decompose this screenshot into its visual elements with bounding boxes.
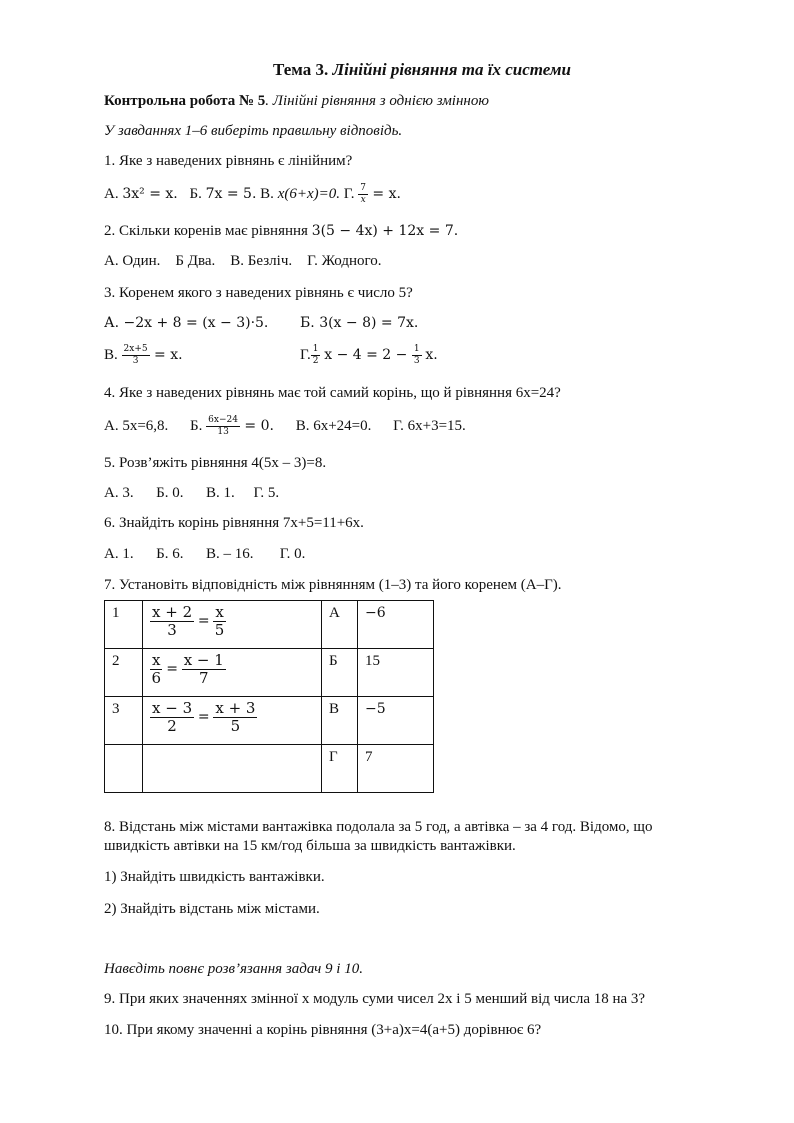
question-4: 4. Яке з наведених рівнянь має той самий корінь, що й рівняння 6x=24? <box>104 385 561 401</box>
question-8-part-2: 2) Знайдіть відстань між містами. <box>104 901 320 917</box>
table-row: 1 $\frac{x + 2}{3}$ = $\frac{x}{5}$ А −6 <box>105 601 434 649</box>
question-7: 7. Установіть відповідність між рівнянням (1–3) та його коренем (А–Г). <box>104 577 562 593</box>
fraction: $\frac{1}{3}$ <box>413 344 420 366</box>
question-8-line-2: швидкість автівки на 15 км/год більша за швидкість вантажівки. <box>104 838 516 854</box>
question-4-options: А. 5x=6,8. Б. $\frac{6x-24}{13}$ = 0. В. 6x+24=0. Г. 6x+3=15. <box>104 415 466 437</box>
question-3-option-b: Б. 3(x − 8) = 7x. <box>300 315 419 331</box>
table-row: 2 $\frac{x}{6}$ = $\frac{x - 1}{7}$ Б 15 <box>105 649 434 697</box>
question-8-line-1: 8. Відстань між містами вантажівка подолала за 5 год, а автівка – за 4 год. Відомо, що <box>104 819 653 835</box>
fraction: $\frac{2x+5}{3}$ <box>123 344 148 366</box>
instructions: У завданнях 1–6 виберіть правильну відповідь. <box>104 123 403 139</box>
full-solution-instruction: Навєдіть повнє розв’язання задач 9 і 10. <box>104 961 363 977</box>
question-3-option-a: А. −2x + 8 = (x − 3)·5. <box>104 315 269 331</box>
question-2: 2. Скільки коренів має рівняння 3(5 − 4x) + 12x = 7. <box>104 223 459 239</box>
table-row: Г 7 <box>105 745 434 793</box>
question-5-options: А. 3. Б. 0. В. 1. Г. 5. <box>104 485 280 501</box>
question-1: 1. Яке з наведених рівнянь є лінійним? <box>104 153 353 169</box>
question-9: 9. При яких значеннях змінної x модуль суми чисел 2x і 5 менший від числа 18 на 3? <box>104 991 646 1007</box>
question-1-options: А. 3x² = x. Б. 7x = 5. В. x(6+x)=0. Г. $\frac{7}{x}$ = x. <box>104 183 401 205</box>
question-3: 3. Коренем якого з наведених рівнянь є число 5? <box>104 285 413 301</box>
fraction: $\frac{1}{2}$ <box>312 344 319 366</box>
question-10: 10. При якому значенні a корінь рівняння (3+a)x=4(a+5) дорівнює 6? <box>104 1022 542 1038</box>
question-6: 6. Знайдіть корінь рівняння 7x+5=11+6x. <box>104 515 364 531</box>
page-title: Тема 3. Лінійні рівняння та їх системи <box>273 60 571 79</box>
fraction: $\frac{7}{x}$ <box>360 183 366 205</box>
question-5: 5. Розв’яжіть рівняння 4(5x – 3)=8. <box>104 455 327 471</box>
fraction: $\frac{6x-24}{13}$ <box>208 415 238 437</box>
matching-table <box>104 600 434 793</box>
test-heading: Контрольна робота № 5. Лінійні рівняння з однією змінною <box>104 93 489 109</box>
question-3-option-v: В. $\frac{2x+5}{3}$ = x. <box>104 344 183 366</box>
question-8-part-1: 1) Знайдіть швидкість вантажівки. <box>104 869 325 885</box>
question-2-options: А. Один. Б Два. В. Безліч. Г. Жодного. <box>104 253 382 269</box>
question-3-option-g: Г. $\frac{1}{2}$ x − 4 = 2 − $\frac{1}{3}$ x. <box>300 344 438 366</box>
table-row: 3 $\frac{x - 3}{2}$ = $\frac{x + 3}{5}$ В −5 <box>105 697 434 745</box>
question-6-options: А. 1. Б. 6. В. – 16. Г. 0. <box>104 546 306 562</box>
